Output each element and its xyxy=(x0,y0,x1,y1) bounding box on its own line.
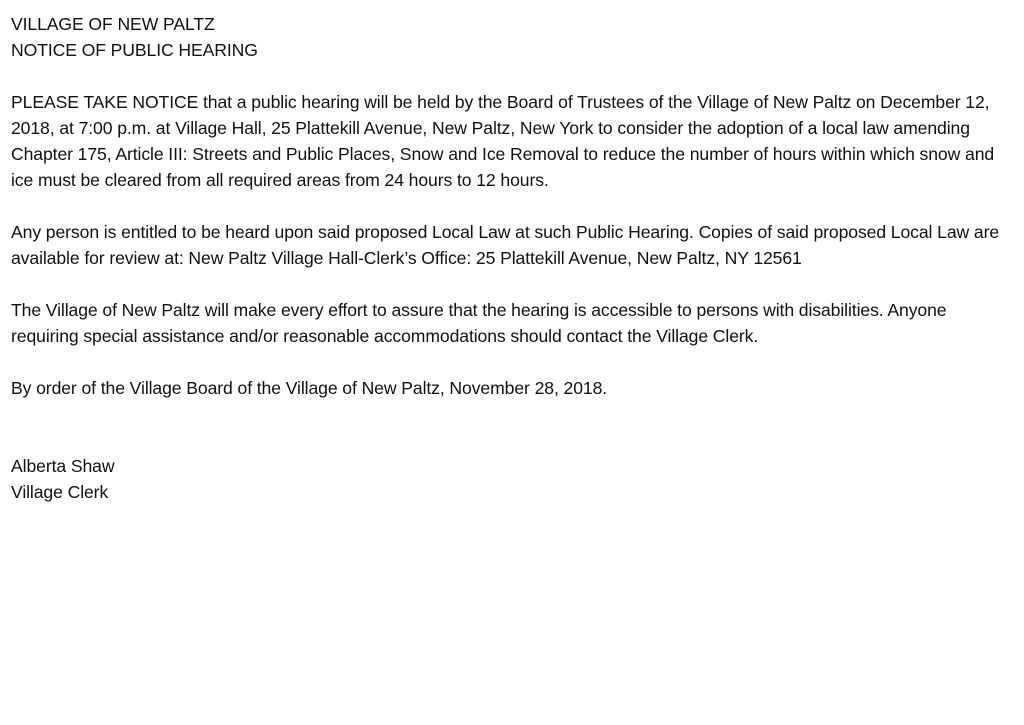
spacer xyxy=(11,349,1015,375)
spacer xyxy=(11,401,1015,453)
spacer xyxy=(11,63,1015,89)
signatory-name: Alberta Shaw xyxy=(11,456,115,476)
notice-document xyxy=(11,11,1015,505)
notice-title-heading: NOTICE OF PUBLIC HEARING xyxy=(11,40,258,60)
copies-availability-paragraph: Any person is entitled to be heard upon said proposed Local Law at such Public Hearing. Copies of said proposed Local Law are available for review at: New Paltz Village Hall-Clerk’s Office: 25 Plattekill Avenue, New Paltz, NY 12561 xyxy=(11,222,1000,268)
village-name-heading: VILLAGE OF NEW PALTZ xyxy=(11,14,215,34)
spacer xyxy=(11,271,1015,297)
signatory-title: Village Clerk xyxy=(11,482,109,502)
hearing-notice-paragraph: PLEASE TAKE NOTICE that a public hearing will be held by the Board of Trustees of the Village of New Paltz on December 12, 2018, at 7:00 p.m. at Village Hall, 25 Plattekill Avenue, New Paltz, New York to consider the adoption of a local law amending Chapter 175, Article III: Streets and Public Places, Snow and Ice Removal to reduce the number of hours within which snow and ice must be cleared from all required areas from 24 hours to 12 hours. xyxy=(11,92,995,190)
spacer xyxy=(11,193,1015,219)
accessibility-paragraph: The Village of New Paltz will make every effort to assure that the hearing is accessible to persons with disabilities. Anyone requiring special assistance and/or reasonable accommodations should contact the Village Clerk. xyxy=(11,300,947,346)
order-statement-paragraph: By order of the Village Board of the Village of New Paltz, November 28, 2018. xyxy=(11,378,608,398)
